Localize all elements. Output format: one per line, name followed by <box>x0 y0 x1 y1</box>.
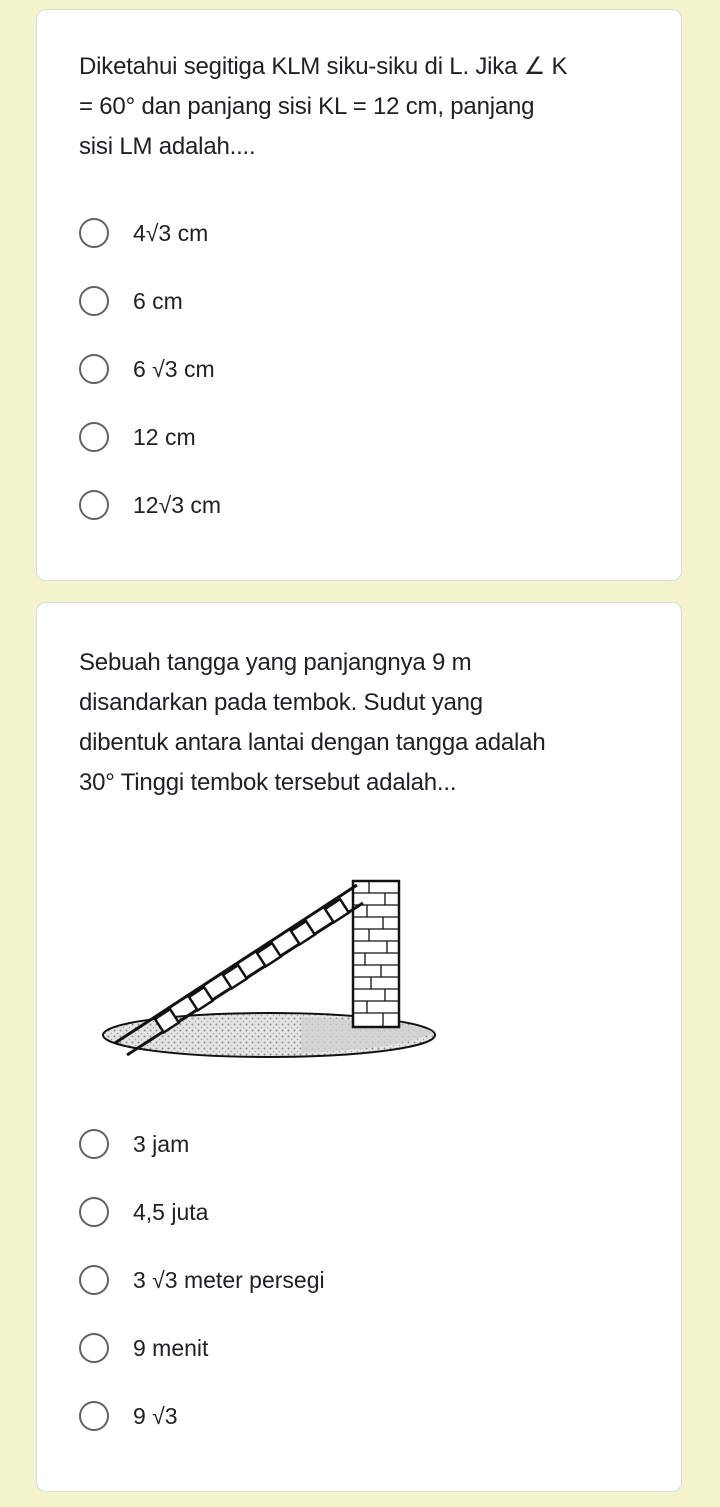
option-3-jam[interactable] <box>79 1127 189 1161</box>
question-line: Sebuah tangga yang panjangnya 9 m <box>79 649 472 676</box>
option-9-root3[interactable] <box>79 1399 178 1433</box>
option-6-cm[interactable] <box>79 284 183 318</box>
radio-button[interactable] <box>79 218 109 248</box>
radio-button[interactable] <box>79 1197 109 1227</box>
radio-button[interactable] <box>79 1129 109 1159</box>
radio-button[interactable] <box>79 1265 109 1295</box>
option-9-menit[interactable] <box>79 1331 208 1365</box>
option-label: 6 √3 cm <box>133 355 215 382</box>
question-line: 30° Tinggi tembok tersebut adalah... <box>79 769 457 796</box>
option-label: 9 √3 <box>133 1402 178 1429</box>
question-card-2 <box>36 602 682 1492</box>
question-line: sisi LM adalah.... <box>79 133 256 160</box>
radio-button[interactable] <box>79 1401 109 1431</box>
question-card-1 <box>36 9 682 581</box>
question-text <box>79 47 645 167</box>
option-4-root3-cm[interactable] <box>79 216 208 250</box>
option-label: 3 jam <box>133 1130 190 1157</box>
option-3-root3-meter-persegi[interactable] <box>79 1263 325 1297</box>
option-label: 4√3 cm <box>133 219 209 246</box>
option-label: 4,5 juta <box>133 1198 209 1225</box>
option-6-root3-cm[interactable] <box>79 352 215 386</box>
radio-button[interactable] <box>79 354 109 384</box>
option-label: 12√3 cm <box>133 491 222 518</box>
question-line: dibentuk antara lantai dengan tangga adalah <box>79 729 546 756</box>
option-label: 9 menit <box>133 1334 209 1361</box>
option-4-5-juta[interactable] <box>79 1195 208 1229</box>
option-label: 3 √3 meter persegi <box>133 1266 325 1293</box>
wall-shape <box>353 881 399 1027</box>
radio-button[interactable] <box>79 490 109 520</box>
option-label: 12 cm <box>133 423 196 450</box>
option-12-cm[interactable] <box>79 420 196 454</box>
question-line: Diketahui segitiga KLM siku-siku di L. Jika ∠ K <box>79 53 568 80</box>
question-text <box>79 643 645 803</box>
radio-button[interactable] <box>79 1333 109 1363</box>
question-line: = 60° dan panjang sisi KL = 12 cm, panjang <box>79 93 535 120</box>
question-line: disandarkan pada tembok. Sudut yang <box>79 689 483 716</box>
radio-button[interactable] <box>79 422 109 452</box>
option-12-root3-cm[interactable] <box>79 488 221 522</box>
ladder-wall-illustration <box>101 873 441 1073</box>
radio-button[interactable] <box>79 286 109 316</box>
option-label: 6 cm <box>133 287 183 314</box>
